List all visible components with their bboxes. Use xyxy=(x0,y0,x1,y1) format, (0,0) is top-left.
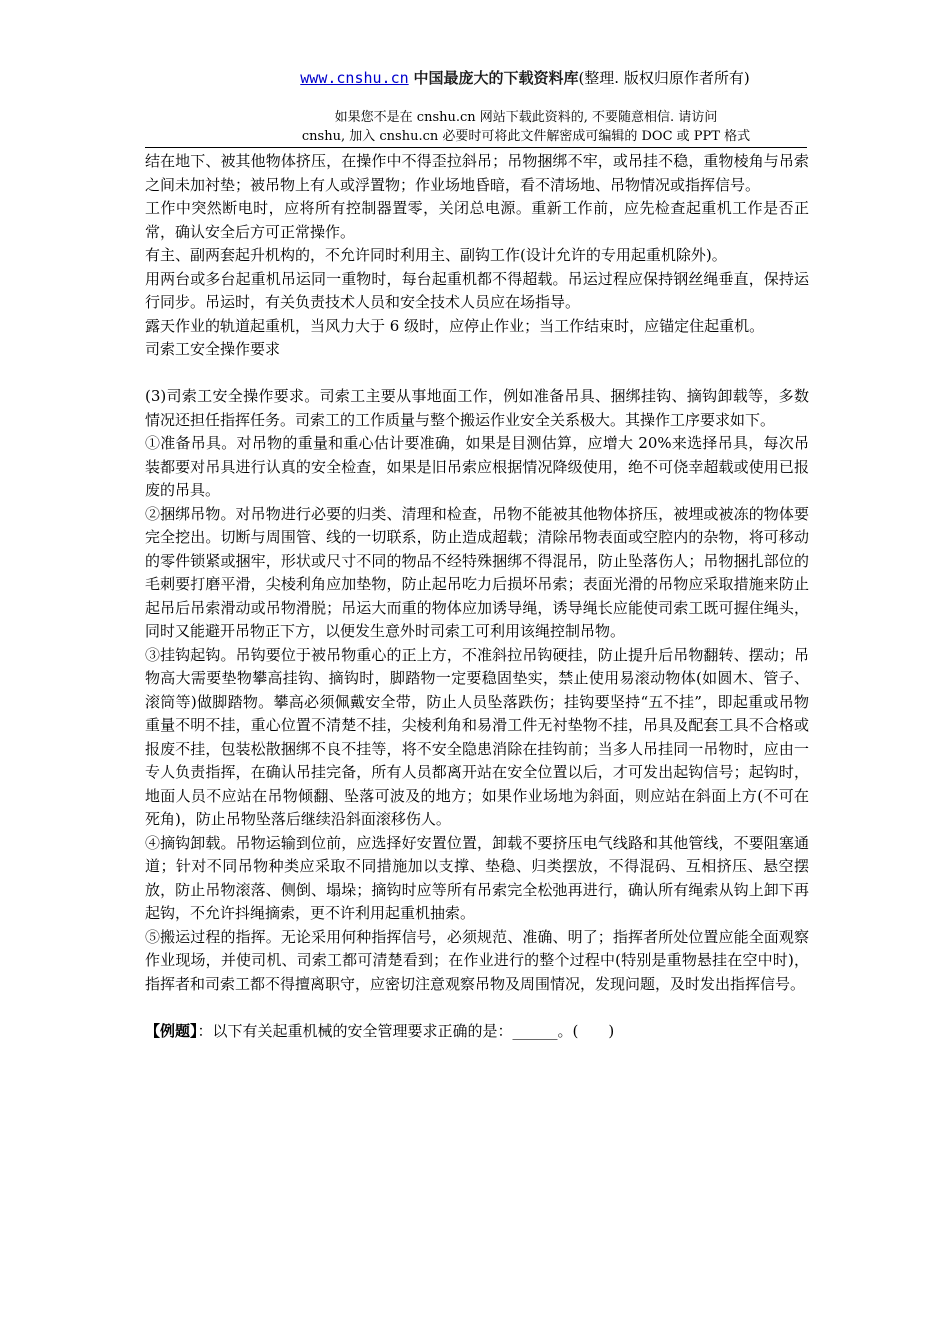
paragraph: ⑤搬运过程的指挥。无论采用何种指挥信号，必须规范、准确、明了；指挥者所处位置应能全面观察作业现场，并使司机、司索工都可清楚看到；在作业进行的整个过程中(特别是重物悬挂在空中时)，指挥者和司索工都不得擅离职守，应密切注意观察吊物及周围情况，发现问题，及时发出指挥信号。 xyxy=(145,927,809,993)
blank-line xyxy=(145,362,809,386)
blank-line xyxy=(145,996,809,1020)
paragraph: 用两台或多台起重机吊运同一重物时，每台起重机都不得超载。吊运过程应保持钢丝绳垂直，保持运行同步。吊运时，有关负责技术人员和安全技术人员应在场指导。 xyxy=(145,269,809,311)
paragraph: 结在地下、被其他物体挤压，在操作中不得歪拉斜吊；吊物捆绑不牢，或吊挂不稳，重物棱角与吊索之间未加衬垫；被吊物上有人或浮置物；作业场地昏暗，看不清场地、吊物情况或指挥信号。 xyxy=(145,152,809,194)
download-notice xyxy=(245,108,807,146)
page-header xyxy=(245,68,805,89)
paragraph: ④摘钩卸载。吊物运输到位前，应选择好安置位置，卸载不要挤压电气线路和其他管线，不要阻塞通道；针对不同吊物种类应采取不同措施加以支撑、垫稳、归类摆放，不得混码、互相挤压、悬空摆放，防止吊物滚落、侧倒、塌垛；摘钩时应等所有吊索完全松弛再进行，确认所有绳索从钩上卸下再起钩，不允许抖绳摘索，更不许利用起重机抽索。 xyxy=(145,833,809,922)
copyright-note: (整理. 版权归原作者所有) xyxy=(578,69,750,87)
paragraph: ②捆绑吊物。对吊物进行必要的归类、清理和检查，吊物不能被其他物体挤压，被埋或被冻的物体要完全挖出。切断与周围管、线的一切联系，防止造成超载；清除吊物表面或空腔内的杂物，将可移动的零件锁紧或捆牢，形状或尺寸不同的物品不经特殊捆绑不得混吊，防止坠落伤人；吊物捆扎部位的毛刺要打磨平滑，尖棱利角应加垫物，防止起吊吃力后损坏吊索；表面光滑的吊物应采取措施来防止起吊后吊索滑动或吊物滑脱；吊运大而重的物体应加诱导绳，诱导绳长应能使司索工既可握住绳头，同时又能避开吊物正下方，以便发生意外时司索工可利用该绳控制吊物。 xyxy=(145,504,809,640)
example-question xyxy=(145,1020,809,1044)
header-divider xyxy=(145,147,807,148)
paragraph: 露天作业的轨道起重机，当风力大于 6 级时，应停止作业；当工作结束时，应锚定住起重机。 xyxy=(145,316,765,335)
paragraph: (3)司索工安全操作要求。司索工主要从事地面工作，例如准备吊具、捆绑挂钩、摘钩卸载等，多数情况还担任指挥任务。司索工的工作质量与整个搬运作业安全关系极大。其操作工序要求如下。 xyxy=(145,387,809,429)
paragraph: 有主、副两套起升机构的，不允许同时利用主、副钩工作(设计允许的专用起重机除外)。 xyxy=(145,246,727,264)
section-heading: 司索工安全操作要求 xyxy=(145,340,281,358)
example-text: ：以下有关起重机械的安全管理要求正确的是：______。( ) xyxy=(197,1021,615,1040)
paragraph: ①准备吊具。对吊物的重量和重心估计要准确，如果是目测估算，应增大 20%来选择吊具，每次吊装都要对吊具进行认真的安全检查，如果是旧吊索应根据情况降级使用，绝不可侥幸超载或使用已报废的吊具。 xyxy=(145,434,809,499)
paragraph: 工作中突然断电时，应将所有控制器置零，关闭总电源。重新工作前，应先检查起重机工作是否正常，确认安全后方可正常操作。 xyxy=(145,199,809,241)
paragraph: ③挂钩起钩。吊钩要位于被吊物重心的正上方，不准斜拉吊钩硬挂，防止提升后吊物翻转、摆动；吊物高大需要垫物攀高挂钩、摘钩时，脚踏物一定要稳固垫实，禁止使用易滚动物体(如圆木、管子、滚筒等)做脚踏物。攀高必须佩戴安全带，防止人员坠落跌伤；挂钩要坚持“五不挂”，即起重或吊物重量不明不挂，重心位置不清楚不挂，尖棱利角和易滑工件无衬垫物不挂，吊具及配套工具不合格或报废不挂，包装松散捆绑不良不挂等，将不安全隐患消除在挂钩前；当多人吊挂同一吊物时，应由一专人负责指挥，在确认吊挂完备，所有人员都离开站在安全位置以后，才可发出起钩信号；起钩时，地面人员不应站在吊物倾翻、坠落可波及的地方；如果作业场地为斜面，则应站在斜面上方(不可在死角)，防止吊物坠落后继续沿斜面滚移伤人。 xyxy=(145,645,809,828)
header-line xyxy=(245,68,805,89)
notice-line-2: cnshu, 加入 cnshu.cn 必要时可将此文件解密成可编辑的 DOC 或 PPT 格式 xyxy=(301,129,751,144)
example-label: 【例题】 xyxy=(145,1021,198,1040)
site-title: 中国最庞大的下载资料库 xyxy=(413,69,579,87)
document-body xyxy=(145,150,809,1043)
notice-line-1: 如果您不是在 cnshu.cn 网站下载此资料的, 不要随意相信. 请访问 xyxy=(334,110,718,125)
site-link[interactable]: www.cnshu.cn xyxy=(300,69,409,87)
